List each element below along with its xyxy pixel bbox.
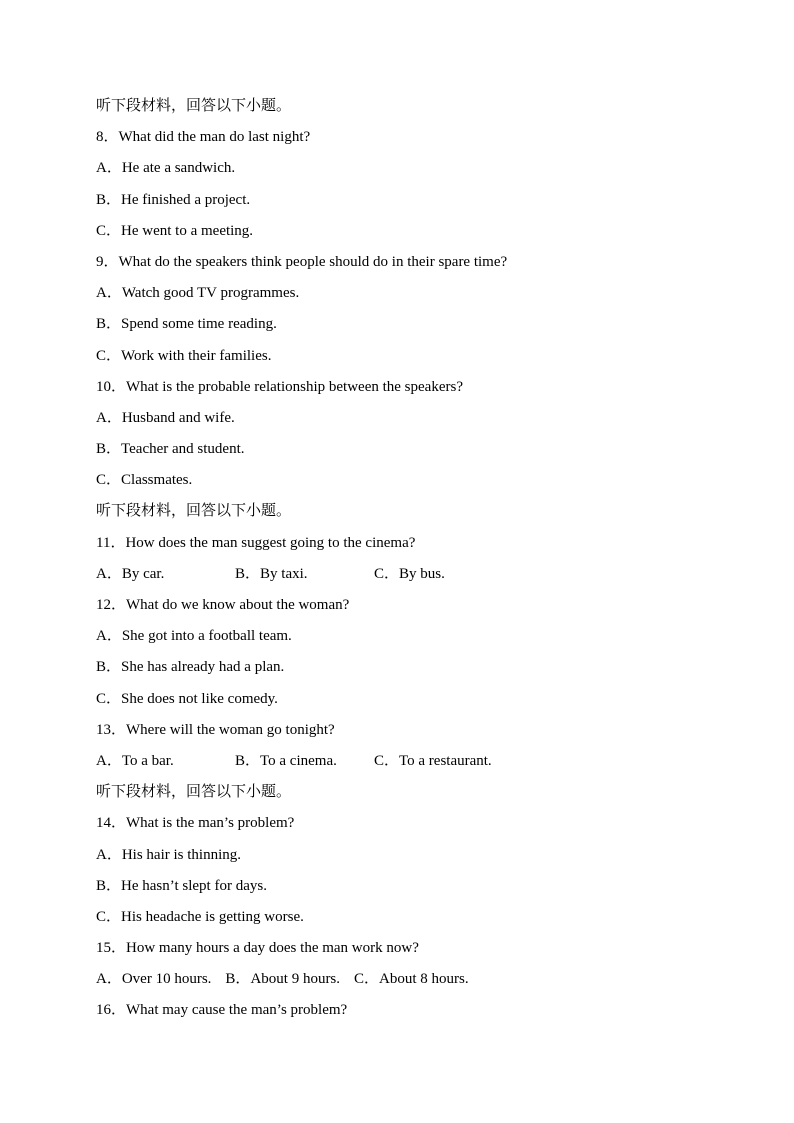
option-text: To a restaurant.	[399, 752, 492, 769]
question-line	[96, 594, 736, 625]
question-line	[96, 376, 736, 407]
option-letter: B．	[96, 191, 122, 208]
answer-option	[96, 157, 736, 188]
option-text: She does not like comedy.	[121, 690, 278, 707]
question-text: What did the man do last night?	[118, 129, 311, 146]
option-text: He hasn’t slept for days.	[121, 877, 267, 894]
answer-option	[225, 968, 340, 999]
answer-option	[96, 844, 736, 875]
option-text: To a cinema.	[260, 752, 337, 769]
question-text: What do the speakers think people should do in their spare time?	[118, 253, 508, 270]
section-heading: 听下段材料，回答以下小题。	[96, 784, 292, 801]
answer-option	[96, 906, 736, 937]
question-number: 15．	[96, 940, 127, 957]
option-letter: A．	[96, 565, 122, 582]
section-heading: 听下段材料，回答以下小题。	[96, 503, 292, 520]
answer-option	[96, 407, 736, 438]
question-text: Where will the woman go tonight?	[126, 721, 335, 738]
answer-option	[96, 438, 736, 469]
option-text: Over 10 hours.	[121, 971, 212, 988]
answer-option	[96, 469, 736, 500]
answer-option	[96, 625, 736, 656]
question-line	[96, 251, 736, 282]
answer-option	[374, 750, 513, 781]
option-letter: A．	[96, 971, 122, 988]
question-list	[96, 95, 736, 1031]
option-text: By bus.	[399, 565, 445, 582]
answer-options-row	[96, 563, 736, 594]
option-text: Classmates.	[121, 472, 193, 489]
option-letter: C．	[96, 472, 122, 489]
question-text: What do we know about the woman?	[126, 597, 350, 613]
option-text: Watch good TV programmes.	[121, 285, 300, 302]
question-number: 12．	[96, 597, 127, 613]
question-text: What is the man’s problem?	[126, 815, 295, 832]
option-text: She has already had a plan.	[121, 659, 285, 676]
answer-option	[96, 688, 736, 719]
answer-option	[96, 189, 736, 220]
option-letter: C．	[96, 908, 122, 925]
option-text: Husband and wife.	[121, 409, 235, 426]
question-text: What may cause the man’s problem?	[126, 1002, 348, 1019]
question-number: 14．	[96, 815, 127, 832]
answer-option	[235, 563, 374, 594]
answer-option	[96, 282, 736, 313]
option-text: About 9 hours.	[250, 971, 341, 988]
option-letter: A．	[96, 846, 122, 863]
option-letter: B．	[96, 316, 122, 333]
answer-option	[374, 563, 513, 594]
question-text: How does the man suggest going to the cinema?	[125, 534, 416, 551]
answer-option	[96, 220, 736, 251]
option-letter: C．	[374, 565, 400, 582]
option-text: His headache is getting worse.	[121, 908, 304, 925]
option-letter: B．	[235, 752, 261, 769]
answer-option	[96, 656, 736, 687]
answer-option	[354, 968, 469, 999]
answer-option	[96, 968, 211, 999]
question-number: 8．	[96, 129, 119, 146]
option-text: Work with their families.	[121, 347, 272, 364]
question-number: 13．	[96, 721, 127, 738]
answer-option	[96, 345, 736, 376]
answer-option	[96, 875, 736, 906]
answer-options-row	[96, 750, 736, 781]
question-text: How many hours a day does the man work now?	[126, 940, 419, 957]
option-text: By taxi.	[260, 565, 308, 582]
option-letter: A．	[96, 285, 122, 302]
question-line	[96, 532, 736, 563]
question-text: What is the probable relationship between the speakers?	[126, 378, 463, 395]
option-letter: C．	[96, 222, 122, 239]
option-letter: B．	[96, 877, 122, 894]
option-text: She got into a football team.	[121, 628, 292, 645]
option-letter: A．	[96, 409, 122, 426]
option-text: He went to a meeting.	[121, 222, 254, 239]
question-line	[96, 999, 736, 1030]
question-line	[96, 719, 736, 750]
option-text: Teacher and student.	[121, 441, 245, 458]
answer-option	[96, 563, 235, 594]
answer-option	[235, 750, 374, 781]
answer-option	[96, 750, 235, 781]
answer-option	[96, 313, 736, 344]
option-letter: A．	[96, 160, 122, 177]
option-letter: C．	[374, 752, 400, 769]
question-line	[96, 126, 736, 157]
option-letter: A．	[96, 628, 122, 645]
answer-options-row	[96, 968, 736, 999]
question-number: 10．	[96, 378, 127, 395]
question-line	[96, 937, 736, 968]
section-heading: 听下段材料，回答以下小题。	[96, 98, 292, 114]
option-letter: B．	[235, 565, 261, 582]
question-line	[96, 812, 736, 843]
option-text: His hair is thinning.	[121, 846, 242, 863]
option-text: Spend some time reading.	[121, 316, 277, 333]
option-letter: B．	[96, 659, 122, 676]
option-letter: B．	[225, 971, 251, 988]
option-letter: B．	[96, 441, 122, 458]
option-text: About 8 hours.	[379, 971, 469, 988]
question-number: 9．	[96, 253, 119, 270]
question-number: 16．	[96, 1002, 127, 1019]
option-text: To a bar.	[121, 752, 174, 769]
question-number: 11．	[96, 534, 126, 551]
option-letter: C．	[354, 971, 380, 988]
option-letter: C．	[96, 347, 122, 364]
option-letter: C．	[96, 690, 122, 707]
option-text: He finished a project.	[121, 191, 251, 208]
option-letter: A．	[96, 752, 122, 769]
option-text: By car.	[121, 565, 165, 582]
option-text: He ate a sandwich.	[121, 160, 236, 177]
